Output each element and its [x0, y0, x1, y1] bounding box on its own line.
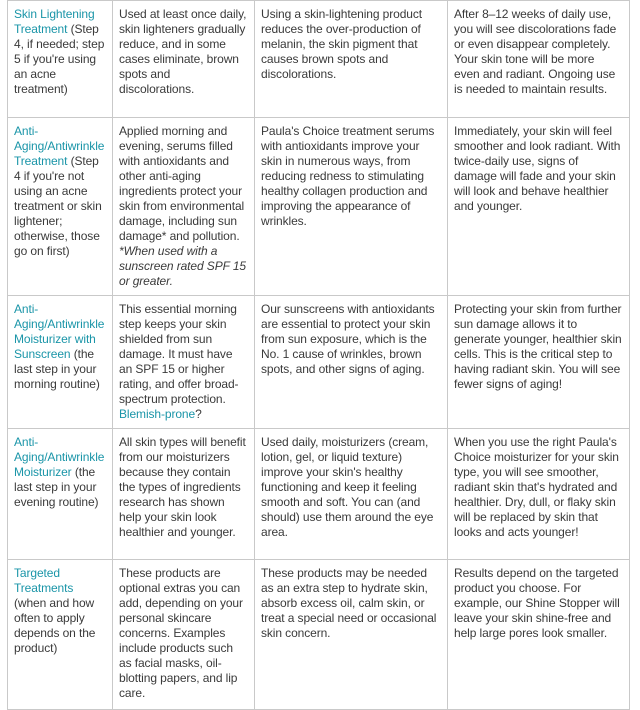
what-cell [113, 1, 255, 118]
why-text: Paula's Choice treatment serums with antioxidants improve your skin in numerous ways, from reducing redness to stimulating healthy collagen production and improving the appearance of wrinkles. [261, 124, 435, 228]
blemish-prone-link[interactable]: Blemish-prone [119, 407, 196, 421]
product-cell [8, 429, 113, 560]
what-text: This essential morning step keeps your skin shielded from sun damage. It must have an SPF 15 or higher rating, and offer broad-spectrum protection. [119, 302, 239, 406]
skincare-steps-table [7, 0, 630, 710]
table-row [8, 1, 630, 118]
what-cell [113, 118, 255, 296]
product-name-link[interactable]: Targeted Treatments [14, 566, 74, 595]
product-cell [8, 560, 113, 710]
what-text: Applied morning and evening, serums filled with antioxidants and other anti-aging ingredients protect your skin from environmental damage, including sun damage* and pollution. [119, 124, 245, 243]
question-mark: ? [195, 407, 202, 421]
results-text: Protecting your skin from further sun damage allows it to generate younger, healthier skin cells. This is the critical step to having radiant skin. You will see fewer signs of aging! [454, 302, 622, 391]
why-cell [255, 429, 448, 560]
why-text: Used daily, moisturizers (cream, lotion, gel, or liquid texture) improve your skin's healthy functioning and keep it feeling smooth and soft. You can (and should) use them around the eye area. [261, 435, 434, 539]
what-cell [113, 560, 255, 710]
why-cell [255, 1, 448, 118]
results-cell [448, 560, 630, 710]
product-cell [8, 296, 113, 429]
product-detail: (Step 4, if needed; step 5 if you're using an acne treatment) [14, 22, 105, 96]
product-detail: (the last step in your evening routine) [14, 465, 99, 509]
product-name-link[interactable]: Skin Lightening Treatment [14, 7, 95, 36]
what-text: Used at least once daily, skin lighteners gradually reduce, and in some cases eliminate, brown spots and discolorations. [119, 7, 247, 96]
results-cell [448, 429, 630, 560]
why-text: Our sunscreens with antioxidants are essential to protect your skin from sun exposure, which is the No. 1 cause of wrinkles, brown spots, and other signs of aging. [261, 302, 435, 376]
results-text: Results depend on the targeted product you choose. For example, our Shine Stopper will leave your skin shine-free and help large pores look smaller. [454, 566, 620, 640]
why-cell [255, 296, 448, 429]
blemish-prone-line [119, 407, 248, 422]
product-detail: (Step 4 if you're not using an acne treatment or skin lightener; otherwise, those go on first) [14, 154, 102, 258]
what-cell [113, 429, 255, 560]
product-name-link[interactable]: Anti-Aging/Antiwrinkle Treatment [14, 124, 105, 168]
results-cell [448, 118, 630, 296]
why-text: Using a skin-lightening product reduces the over-production of melanin, the skin pigment that causes brown spots and discolorations. [261, 7, 422, 81]
product-cell [8, 1, 113, 118]
what-text: These products are optional extras you can add, depending on your personal skincare concerns. Examples include products such as facial masks, oil-blotting papers, and lip care. [119, 566, 243, 700]
what-text: All skin types will benefit from our moisturizers because they contain the types of ingredients research has shown help your skin look healthier and younger. [119, 435, 246, 539]
why-cell [255, 560, 448, 710]
table-row [8, 560, 630, 710]
product-name-link[interactable]: Anti-Aging/Antiwrinkle Moisturizer with Sunscreen [14, 302, 105, 361]
results-text: Immediately, your skin will feel smoother and look radiant. With twice-daily use, signs of damage will fade and your skin will look and behave healthier and younger. [454, 124, 621, 213]
why-text: These products may be needed as an extra step to hydrate skin, absorb excess oil, calm skin, or treat a special need or occasional skin concern. [261, 566, 437, 640]
what-cell [113, 296, 255, 429]
why-cell [255, 118, 448, 296]
product-detail: (when and how often to apply depends on the product) [14, 596, 96, 655]
product-cell [8, 118, 113, 296]
results-text: After 8–12 weeks of daily use, you will see discolorations fade or even disappear completely. Your skin tone will be more even and radiant. Ongoing use is needed to maintain results. [454, 7, 617, 96]
table-row [8, 118, 630, 296]
product-detail: (the last step in your morning routine) [14, 347, 100, 391]
results-cell [448, 1, 630, 118]
table-row [8, 296, 630, 429]
results-text: When you use the right Paula's Choice moisturizer for your skin type, you will see smoother, radiant skin that's hydrated and healthier. Dry, dull, or flaky skin will be replaced by skin that looks and acts younger! [454, 435, 619, 539]
table-row [8, 429, 630, 560]
sunscreen-footnote: *When used with a sunscreen rated SPF 15 or greater. [119, 244, 246, 288]
product-name-link[interactable]: Anti-Aging/Antiwrinkle Moisturizer [14, 435, 105, 479]
results-cell [448, 296, 630, 429]
